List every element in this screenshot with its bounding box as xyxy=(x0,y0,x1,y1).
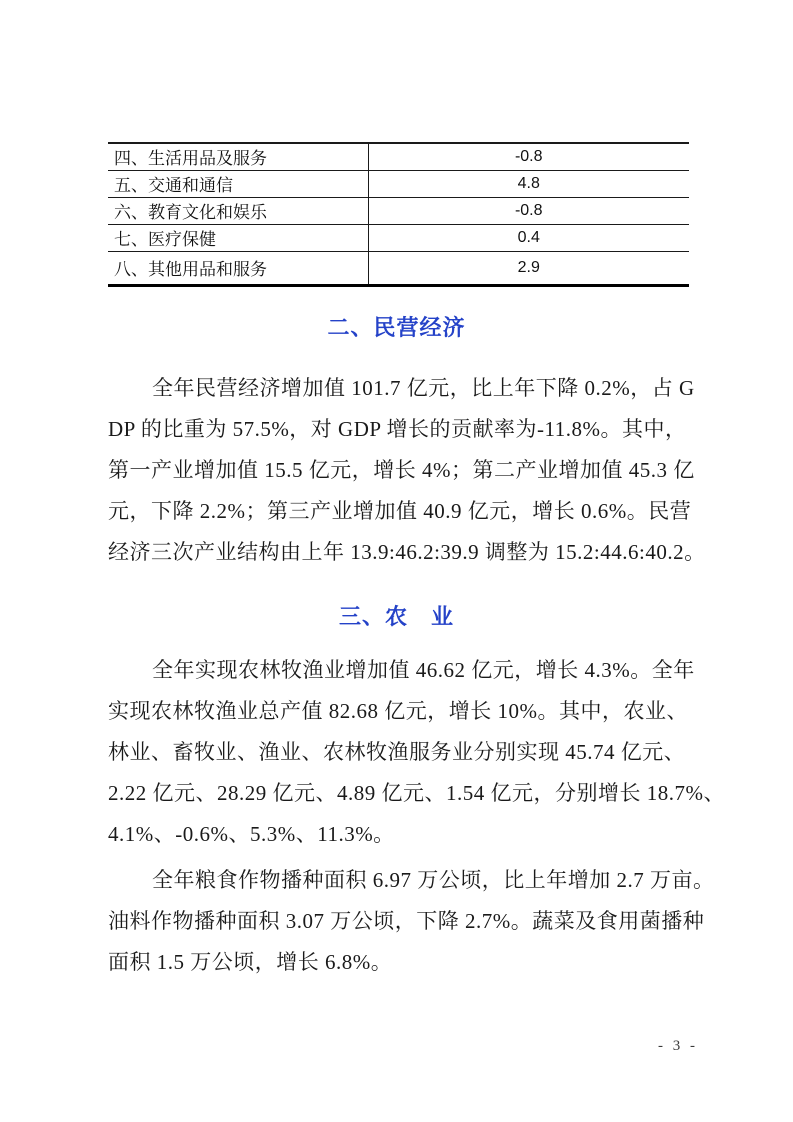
category-cell: 八、其他用品和服务 xyxy=(108,251,368,285)
paragraph-agriculture-output xyxy=(108,650,725,855)
value-cell: 4.8 xyxy=(368,170,689,197)
category-cell: 六、教育文化和娱乐 xyxy=(108,197,368,224)
page-number: - 3 - xyxy=(658,1038,698,1054)
value-cell: 2.9 xyxy=(368,251,689,285)
price-index-table xyxy=(108,142,689,287)
paragraph-line: 面积 1.5 万公顷，增长 6.8%。 xyxy=(108,950,393,974)
paragraph-line: 元，下降 2.2%；第三产业增加值 40.9 亿元，增长 0.6%。民营 xyxy=(108,499,692,523)
table-row xyxy=(108,143,689,170)
paragraph-line: 实现农林牧渔业总产值 82.68 亿元，增长 10%。其中，农业、 xyxy=(108,699,688,723)
paragraph-line: 全年粮食作物播种面积 6.97 万公顷，比上年增加 2.7 万亩。 xyxy=(152,868,715,892)
value-cell: -0.8 xyxy=(514,147,543,165)
paragraph-line: 全年民营经济增加值 101.7 亿元，比上年下降 0.2%，占 G xyxy=(152,376,695,400)
table-row xyxy=(108,197,689,224)
paragraph-private-economy xyxy=(108,368,706,573)
paragraph-line: 第一产业增加值 15.5 亿元，增长 4%；第二产业增加值 45.3 亿 xyxy=(108,458,695,482)
table-row xyxy=(108,224,689,251)
section-heading-agriculture: 三、农 业 xyxy=(338,604,454,629)
paragraph-line: 油料作物播种面积 3.07 万公顷，下降 2.7%。蔬菜及食用菌播种 xyxy=(108,909,705,933)
value-cell: -0.8 xyxy=(368,197,689,224)
paragraph-crop-area xyxy=(108,860,715,983)
paragraph-line: 2.22 亿元、28.29 亿元、4.89 亿元、1.54 亿元，分别增长 18.7%、 xyxy=(108,781,725,805)
paragraph-line: 全年实现农林牧渔业增加值 46.62 亿元，增长 4.3%。全年 xyxy=(152,658,695,682)
paragraph-line: DP 的比重为 57.5%，对 GDP 增长的贡献率为-11.8%。其中， xyxy=(108,417,687,441)
table-row xyxy=(108,251,689,285)
paragraph-line: 林业、畜牧业、渔业、农林牧渔服务业分别实现 45.74 亿元、 xyxy=(108,740,686,764)
category-cell: 五、交通和通信 xyxy=(108,170,368,197)
paragraph-line: 4.1%、-0.6%、5.3%、11.3%。 xyxy=(108,822,395,846)
table-row xyxy=(108,170,689,197)
category-cell: 四、生活用品及服务 xyxy=(108,143,368,170)
category-cell: 七、医疗保健 xyxy=(108,224,368,251)
value-cell: 0.4 xyxy=(368,224,689,251)
section-heading-private-economy: 二、民营经济 xyxy=(327,315,466,340)
paragraph-line: 经济三次产业结构由上年 13.9:46.2:39.9 调整为 15.2:44.6:40.2。 xyxy=(108,540,706,564)
